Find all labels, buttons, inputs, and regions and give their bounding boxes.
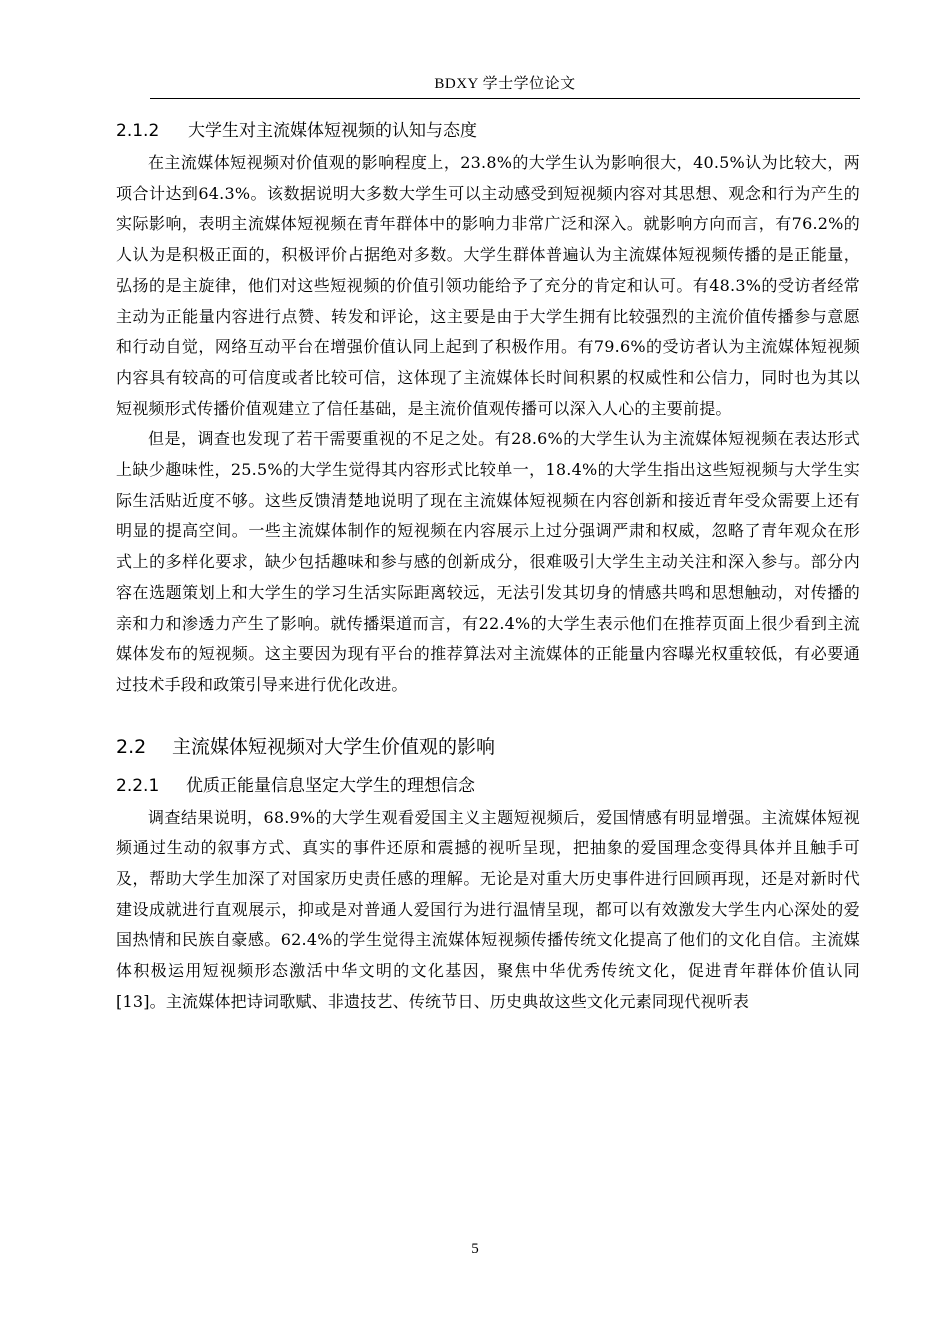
page-content [116,114,860,1018]
subsection-heading [116,114,860,148]
heading-title: 大学生对主流媒体短视频的认知与态度 [188,121,477,141]
heading-number: 2.2.1 [116,775,160,796]
spacer [116,701,860,729]
page-number: 5 [471,1241,479,1257]
running-header: BDXY 学士学位论文 [434,76,576,92]
heading-title: 优质正能量信息坚定大学生的理想信念 [186,775,475,796]
subsection-heading [116,769,860,803]
paragraph: 但是，调查也发现了若干需要重视的不足之处。有28.6%的大学生认为主流媒体短视频在表达形式上缺少趣味性，25.5%的大学生觉得其内容形式比较单一，18.4%的大学生指出这些短视频与大学生实际生活贴近度不够。这些反馈清楚地说明了现在主流媒体短视频在内容创新和接近青年受众需要上还有明显的提高空间。一些主流媒体制作的短视频在内容展示上过分强调严肃和权威，忽略了青年观众在形式上的多样化要求，缺少包括趣味和参与感的创新成分，很难吸引大学生主动关注和深入参与。部分内容在选题策划上和大学生的学习生活实际距离较远，无法引发其切身的情感共鸣和思想触动，对传播的亲和力和渗透力产生了影响。就传播渠道而言，有22.4%的大学生表示他们在推荐页面上很少看到主流媒体发布的短视频。这主要因为现有平台的推荐算法对主流媒体的正能量内容曝光权重较低，有必要通过技术手段和政策引导来进行优化改进。 [116,429,860,694]
paragraph: 调查结果说明，68.9%的大学生观看爱国主义主题短视频后，爱国情感有明显增强。主流媒体短视频通过生动的叙事方式、真实的事件还原和震撼的视听呈现，把抽象的爱国理念变得具体并且触手可及，帮助大学生加深了对国家历史责任感的理解。无论是对重大历史事件进行回顾再现，还是对新时代建设成就进行直观展示，抑或是对普通人爱国行为进行温情呈现，都可以有效激发大学生内心深处的爱国热情和民族自豪感。62.4%的学生觉得主流媒体短视频传播传统文化提高了他们的文化自信。主流媒体积极运用短视频形态激活中华文明的文化基因，聚焦中华优秀传统文化，促进青年群体价值认同[13]。主流媒体把诗词歌赋、非遗技艺、传统节日、历史典故这些文化元素同现代视听表 [116,807,860,1011]
heading-title: 主流媒体短视频对大学生价值观的影响 [172,735,496,758]
heading-number: 2.1.2 [116,121,160,141]
heading-number: 2.2 [116,735,147,758]
paragraph: 在主流媒体短视频对价值观的影响程度上，23.8%的大学生认为影响很大，40.5%认为比较大，两项合计达到64.3%。该数据说明大多数大学生可以主动感受到短视频内容对其思想、观念和行为产生的实际影响，表明主流媒体短视频在青年群体中的影响力非常广泛和深入。就影响方向而言，有76.2%的人认为是积极正面的，积极评价占据绝对多数。大学生群体普遍认为主流媒体短视频传播的是正能量，弘扬的是主旋律，他们对这些短视频的价值引领功能给予了充分的肯定和认可。有48.3%的受访者经常主动为正能量内容进行点赞、转发和评论，这主要是由于大学生拥有比较强烈的主流价值传播参与意愿和行动自觉，网络互动平台在增强价值认同上起到了积极作用。有79.6%的受访者认为主流媒体短视频内容具有较高的可信度或者比较可信，这体现了主流媒体长时间积累的权威性和公信力，同时也为其以短视频形式传播价值观建立了信任基础，是主流价值观传播可以深入人心的主要前提。 [116,153,860,418]
header-rule [150,98,860,99]
section-heading [116,729,860,765]
